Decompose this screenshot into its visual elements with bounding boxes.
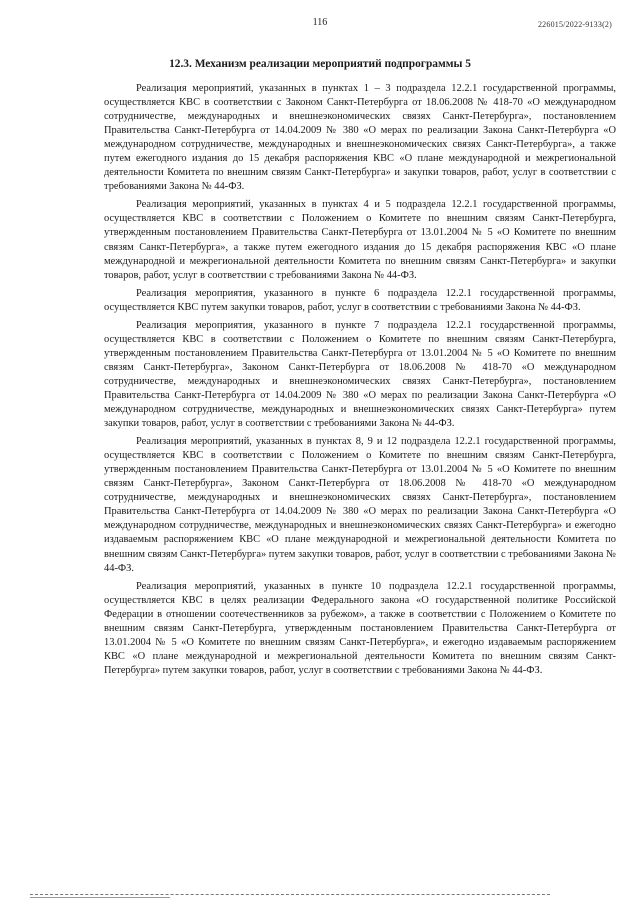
paragraph: Реализация мероприятий, указанных в пунктах 8, 9 и 12 подраздела 12.2.1 государственной программы, осуществляется КВС в соответствии с Положением о Комитете по внешним связям Санкт-Петербурга, утвержденным постановлением Правительства Санкт-Петербурга от 13.01.2004 № 5 «О Комитете по внешним связям Санкт-Петербурга», Законом Санкт-Петербурга от 18.06.2008 № 418-70 «О международном сотрудничестве, международных и внешнеэкономических связях Санкт-Петербурга», постановлением Правительства Санкт-Петербурга от 14.04.2009 № 380 «О мерах по реализации Закона Санкт-Петербурга «О международном сотрудничестве, международных и внешнеэкономических связях Санкт-Петербурга» и ежегодно издаваемым распоряжением КВС «О плане международной и межрегиональной деятельности Комитета по внешним связям Санкт-Петербурга» путем закупки товаров, работ, услуг в соответствии с требованиями Закона № 44-ФЗ. — [104, 436, 616, 574]
section-title: 12.3. Механизм реализации мероприятий подпрограммы 5 — [169, 58, 471, 70]
paragraph: Реализация мероприятий, указанных в пунктах 1 – 3 подраздела 12.2.1 государственной программы, осуществляется КВС в соответствии с Законом Санкт-Петербурга от 18.06.2008 № 418-70 «О международном сотрудничестве, международных и внешнеэкономических связях Санкт-Петербурга», постановлением Правительства Санкт-Петербурга от 14.04.2009 № 380 «О мерах по реализации Закона Санкт-Петербурга «О международном сотрудничестве, международных и внешнеэкономических связях Санкт-Петербурга», а также путем ежегодного издания до 15 декабря распоряжения КВС «О плане международной и межрегиональной деятельности Комитета по внешним связям Санкт-Петербурга» и закупки товаров, работ, услуг в соответствии с требованиями Закона № 44-ФЗ. — [104, 83, 616, 193]
scan-edge-line — [30, 897, 170, 898]
paragraph: Реализация мероприятий, указанных в пунктах 4 и 5 подраздела 12.2.1 государственной программы, осуществляется КВС в соответствии с Положением о Комитете по внешним связям Санкт-Петербурга, утвержденным постановлением Правительства Санкт-Петербурга от 13.01.2004 № 5 «О Комитете по внешним связям Санкт-Петербурга», а также путем ежегодного издания до 15 декабря распоряжения КВС «О плане международной и межрегиональной деятельности Комитета по внешним связям Санкт-Петербурга» и закупки товаров, работ, услуг в соответствии с требованиями Закона № 44-ФЗ. — [104, 199, 616, 281]
document-body — [104, 82, 616, 682]
document-id: 226015/2022-9133(2) — [537, 20, 612, 29]
page-number: 116 — [312, 17, 328, 28]
scan-edge-line — [30, 894, 550, 895]
paragraph: Реализация мероприятия, указанного в пункте 6 подраздела 12.2.1 государственной программы, осуществляется КВС путем закупки товаров, работ, услуг в соответствии с требованиями Закона № 44-ФЗ. — [104, 287, 616, 313]
paragraph: Реализация мероприятия, указанного в пункте 7 подраздела 12.2.1 государственной программы, осуществляется КВС в соответствии с Положением о Комитете по внешним связям Санкт-Петербурга, утвержденным постановлением Правительства Санкт-Петербурга от 13.01.2004 № 5 «О Комитете по внешним связям Санкт-Петербурга», Законом Санкт-Петербурга от 18.06.2008 № 418-70 «О международном сотрудничестве, международных и внешнеэкономических связях Санкт-Петербурга», постановлением Правительства Санкт-Петербурга от 14.04.2009 № 380 «О мерах по реализации Закона Санкт-Петербурга «О международном сотрудничестве, международных и внешнеэкономических связях Санкт-Петербурга» путем закупки товаров, работ, услуг в соответствии с требованиями Закона № 44-ФЗ. — [104, 319, 616, 430]
paragraph: Реализация мероприятий, указанных в пункте 10 подраздела 12.2.1 государственной программы, осуществляется КВС в целях реализации Федерального закона «О государственной политике Российской Федерации в отношении соотечественников за рубежом», а также в соответствии с Положением о Комитете по внешним связям Санкт-Петербурга, утвержденным постановлением Правительства Санкт-Петербурга от 13.01.2004 № 5 «О Комитете по внешним связям Санкт-Петербурга», и ежегодно издаваемым распоряжением КВС «О плане международной и межрегиональной деятельности Комитета по внешним связям Санкт-Петербурга» путем закупки товаров, работ, услуг в соответствии с требованиями Закона № 44-ФЗ. — [104, 580, 616, 676]
